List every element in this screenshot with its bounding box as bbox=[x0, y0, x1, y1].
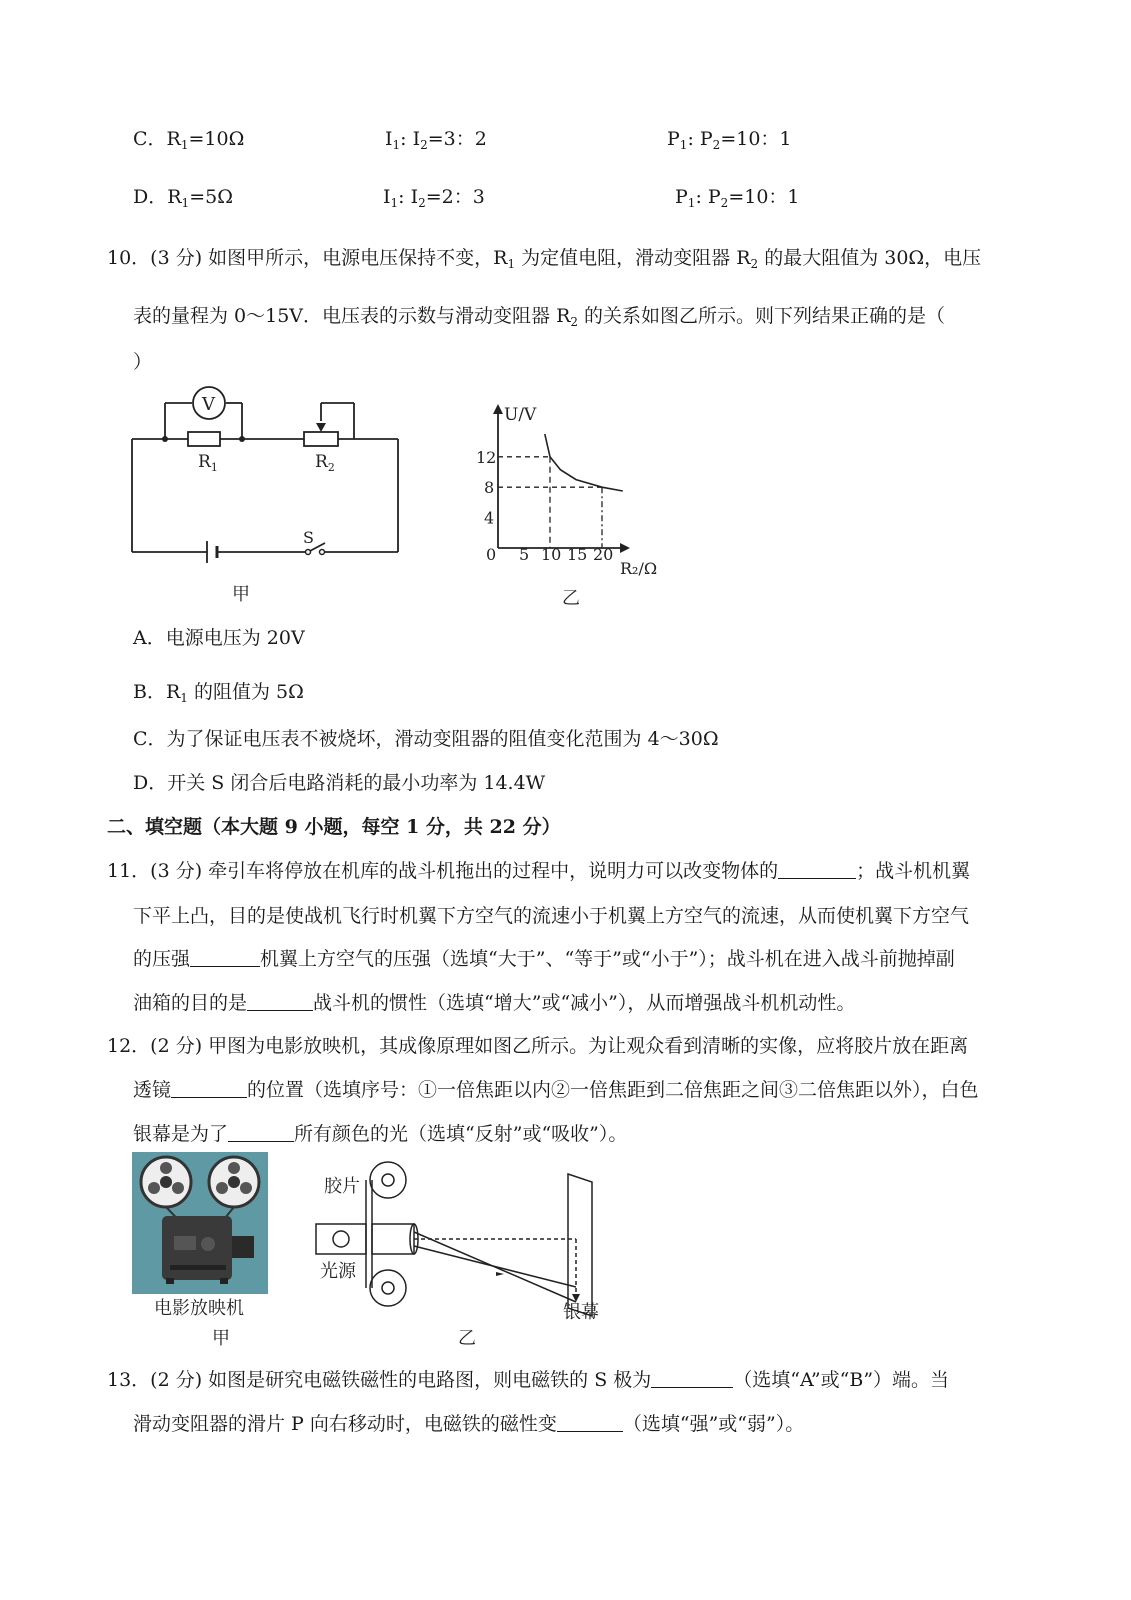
q10-circuit-diagram bbox=[120, 385, 420, 615]
r2-label: $R_2$ bbox=[315, 452, 335, 474]
q12-line3: 银幕是为了 所有颜色的光（选填“反射”或“吸收”）。 bbox=[133, 1123, 628, 1145]
q12-blank-2[interactable] bbox=[228, 1123, 294, 1142]
x-tick-label: 5 bbox=[519, 545, 530, 564]
q13-blank-1[interactable] bbox=[651, 1369, 733, 1388]
x-tick-label: 0 bbox=[486, 545, 497, 564]
q9-option-d-current: $I_1$: $I_2=2$：3 bbox=[383, 186, 485, 210]
x-axis-arrow-icon bbox=[620, 543, 630, 553]
y-tick-label: 12 bbox=[476, 447, 497, 467]
q11-line3: 的压强 机翼上方空气的压强（选填“大于”、“等于”或“小于”）；战斗机在进入战斗前抛掉副 bbox=[133, 948, 955, 970]
rheostat-r2 bbox=[304, 432, 338, 446]
q10-stem-line3: ） bbox=[133, 351, 153, 373]
q10-option-c: C．为了保证电压表不被烧坏，滑动变阻器的阻值变化范围为 4～30Ω bbox=[133, 728, 719, 750]
light-box bbox=[316, 1224, 366, 1254]
q9-option-d-power: $P_1$: $P_2=10$：1 bbox=[675, 186, 800, 210]
slider-arrow-icon bbox=[316, 423, 326, 432]
q13-line2: 滑动变阻器的滑片 P 向右移动时，电磁铁的磁性变 （选填“强”或“弱”）。 bbox=[133, 1413, 805, 1435]
section-2-title: 二、填空题（本大题 9 小题，每空 1 分，共 22 分） bbox=[107, 816, 561, 838]
q11-blank-3[interactable] bbox=[247, 992, 313, 1011]
q13-line1: 13．(2 分) 如图是研究电磁铁磁性的电路图，则电磁铁的 S 极为 （选填“A”或“B”）端。当 bbox=[107, 1369, 950, 1391]
u-r2-curve bbox=[545, 434, 623, 491]
film-label: 胶片 bbox=[324, 1176, 360, 1197]
q10-option-d: D．开关 S 闭合后电路消耗的最小功率为 14.4W bbox=[133, 772, 546, 794]
q11-blank-1[interactable] bbox=[778, 860, 856, 879]
q11-line2: 下平上凸，目的是使战机飞行时机翼下方空气的流速小于机翼上方空气的流速，从而使机翼下方空气 bbox=[133, 905, 970, 927]
x-tick-label: 10 bbox=[541, 545, 562, 564]
q10-voltage-resistance-graph bbox=[470, 398, 690, 618]
switch-icon bbox=[306, 550, 311, 555]
x-tick-label: 20 bbox=[593, 545, 614, 564]
projector-caption: 甲 bbox=[212, 1328, 230, 1349]
q12-line2: 透镜 的位置（选填序号：①一倍焦距以内②一倍焦距到二倍焦距之间③二倍焦距以外），白色 bbox=[133, 1079, 979, 1101]
x-axis-label: R₂/Ω bbox=[620, 559, 658, 578]
switch-label: S bbox=[303, 528, 314, 547]
graph-caption: 乙 bbox=[562, 588, 580, 609]
q9-option-c-current: $I_1$: $I_2=3$：2 bbox=[385, 128, 487, 152]
projector-label: 电影放映机 bbox=[154, 1298, 244, 1319]
q12-line1: 12．(2 分) 甲图为电影放映机，其成像原理如图乙所示。为让观众看到清晰的实像，应将胶片放在距离 bbox=[107, 1035, 969, 1057]
q12-imaging-diagram bbox=[310, 1152, 610, 1354]
imaging-caption: 乙 bbox=[458, 1328, 476, 1349]
q10-stem-line2: 表的量程为 0～15V．电压表的示数与滑动变阻器 $R_2$ 的关系如图乙所示。则下列结果正确的是（ bbox=[133, 305, 946, 329]
q12-blank-1[interactable] bbox=[171, 1079, 247, 1098]
bulb-icon bbox=[333, 1231, 349, 1247]
y-axis-arrow-icon bbox=[493, 404, 503, 414]
q9-option-d: D．$R_1=5\Omega$ bbox=[133, 186, 233, 210]
q11-blank-2[interactable] bbox=[190, 948, 260, 967]
y-tick-label: 4 bbox=[484, 508, 495, 528]
q10-option-a: A．电源电压为 20V bbox=[133, 627, 305, 649]
q10-stem-line1: 10．(3 分) 如图甲所示，电源电压保持不变，$R_1$ 为定值电阻，滑动变阻器 $R_2$ 的最大阻值为 30Ω，电压 bbox=[107, 247, 982, 271]
q10-option-b: B．$R_1$ 的阻值为 5Ω bbox=[133, 681, 304, 705]
circuit-caption: 甲 bbox=[232, 584, 250, 605]
resistor-r1 bbox=[188, 432, 220, 446]
q9-option-c-power: $P_1$: $P_2=10$：1 bbox=[667, 128, 792, 152]
lower-reel-icon bbox=[370, 1270, 406, 1306]
y-axis-label: U/V bbox=[504, 405, 537, 425]
x-tick-label: 15 bbox=[567, 545, 588, 564]
q11-line4: 油箱的目的是 战斗机的惯性（选填“增大”或“减小”），从而增强战斗机机动性。 bbox=[133, 992, 856, 1014]
y-tick-label: 8 bbox=[484, 478, 495, 498]
screen-label: 银幕 bbox=[563, 1302, 599, 1323]
screen-icon bbox=[568, 1174, 592, 1316]
q13-blank-2[interactable] bbox=[557, 1413, 623, 1432]
voltmeter-label: V bbox=[202, 394, 215, 415]
r1-label: $R_1$ bbox=[198, 452, 218, 474]
light-source-label: 光源 bbox=[320, 1261, 356, 1282]
q11-line1: 11．(3 分) 牵引车将停放在机库的战斗机拖出的过程中，说明力可以改变物体的 ；战斗机机翼 bbox=[107, 860, 971, 882]
q9-option-c: C．$R_1=10\Omega$ bbox=[133, 128, 245, 152]
q12-projector-photo bbox=[132, 1152, 272, 1354]
upper-reel-icon bbox=[370, 1162, 406, 1198]
